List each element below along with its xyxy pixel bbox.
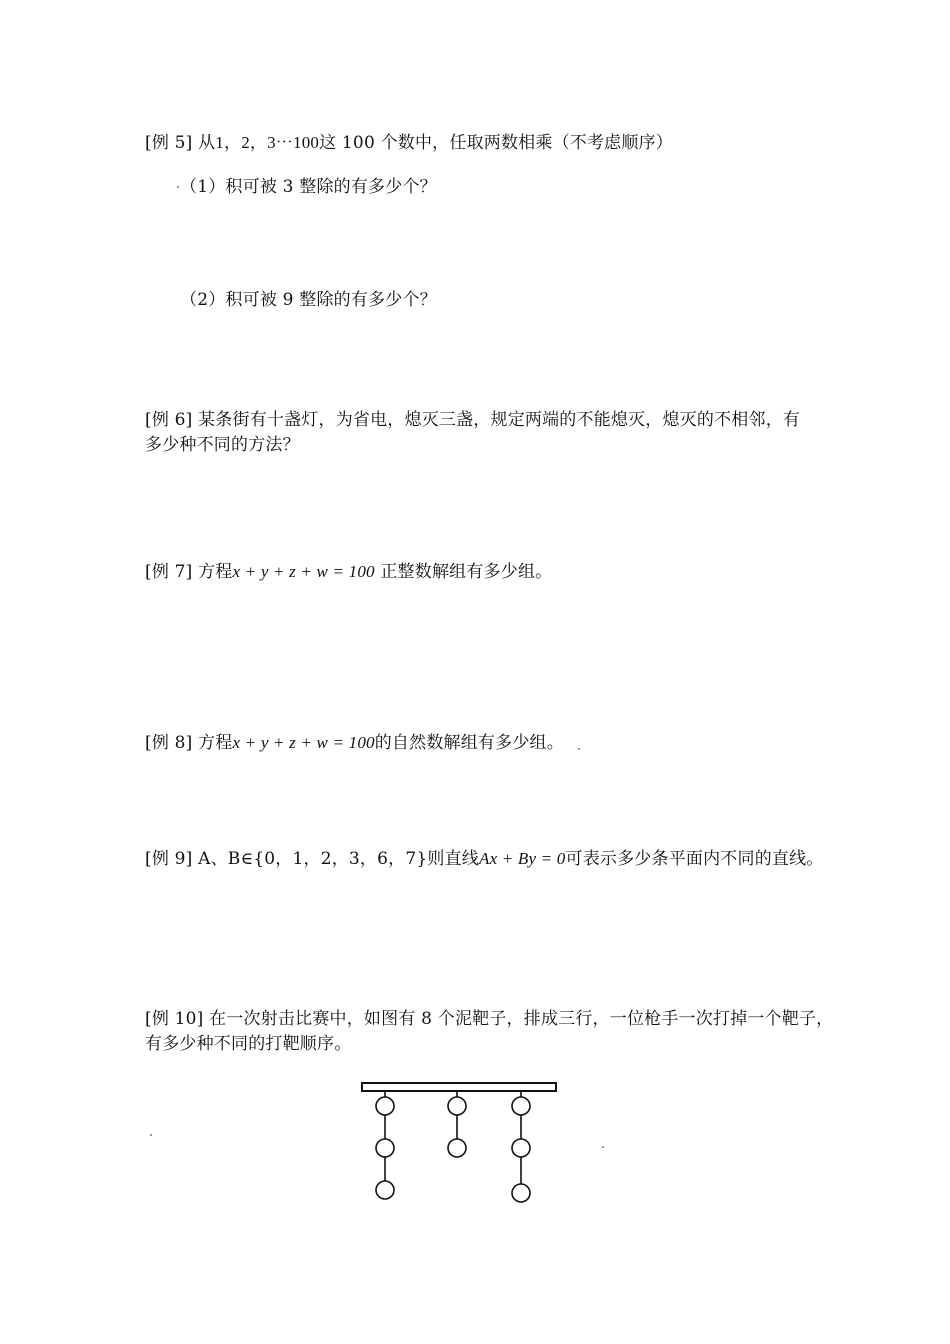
- example-6-line-1: [145, 409, 800, 431]
- example-8-text-a: 方程: [198, 733, 233, 753]
- scan-speck: [578, 748, 580, 750]
- target-columns: [376, 1091, 530, 1202]
- example-7-equation: x + y + z + w = 100: [232, 562, 375, 581]
- clay-target: [512, 1184, 530, 1202]
- example-9-equation: Ax + By = 0: [478, 849, 566, 868]
- example-5-question-1: （1）积可被 3 整除的有多少个？: [180, 177, 437, 197]
- clay-target: [448, 1097, 466, 1115]
- example-9-line: [145, 848, 824, 870]
- scan-speck: [602, 1146, 604, 1148]
- example-6-text-line-1: 某条街有十盏灯，为省电，熄灭三盏，规定两端的不能熄灭，熄灭的不相邻，有: [198, 410, 801, 430]
- example-9-text-a: A、B∈{0，1，2，3，6，7}则直线: [198, 849, 479, 869]
- example-5-line: [145, 132, 673, 154]
- example-5-text-a: 从: [198, 133, 216, 153]
- example-6-label: [例 6]: [145, 410, 193, 430]
- clay-target: [512, 1097, 530, 1115]
- example-5-text-b: 这 100 个数中，任取两数相乘（不考虑顺序）: [319, 133, 673, 153]
- example-7-text-a: 方程: [198, 562, 233, 582]
- example-10-line-2: 有多少种不同的打靶顺序。: [145, 1034, 352, 1054]
- example-10-line-1: [145, 1008, 833, 1030]
- example-8-text-b: 的自然数解组有多少组。: [374, 733, 564, 753]
- hanging-bar: [362, 1083, 556, 1091]
- example-6-line-2: 多少种不同的方法？: [145, 435, 300, 455]
- example-9-text-b: 可表示多少条平面内不同的直线。: [565, 849, 824, 869]
- clay-targets-figure: [355, 1075, 565, 1215]
- target-column-1: [376, 1091, 394, 1199]
- clay-target: [448, 1139, 466, 1157]
- example-10-label: [例 10]: [145, 1009, 204, 1029]
- scan-speck: [150, 1134, 152, 1136]
- target-column-2: [448, 1091, 466, 1157]
- clay-target: [512, 1139, 530, 1157]
- example-7-text-b: 正整数解组有多少组。: [380, 562, 553, 582]
- example-10-text-line-1: 在一次射击比赛中，如图有 8 个泥靶子，排成三行，一位枪手一次打掉一个靶子，: [209, 1009, 834, 1029]
- example-5-numbers: 1，2，3⋯100: [215, 133, 320, 152]
- example-8-line: [145, 732, 564, 754]
- example-7-line: [145, 561, 552, 583]
- clay-target: [376, 1181, 394, 1199]
- example-8-equation: x + y + z + w = 100: [232, 733, 375, 752]
- example-5-label: [例 5]: [145, 133, 193, 153]
- scan-speck: [177, 186, 179, 188]
- clay-target: [376, 1139, 394, 1157]
- example-5-question-2: （2）积可被 9 整除的有多少个？: [180, 290, 437, 310]
- target-column-3: [512, 1091, 530, 1202]
- clay-target: [376, 1097, 394, 1115]
- example-9-label: [例 9]: [145, 849, 193, 869]
- example-8-label: [例 8]: [145, 733, 193, 753]
- example-7-label: [例 7]: [145, 562, 193, 582]
